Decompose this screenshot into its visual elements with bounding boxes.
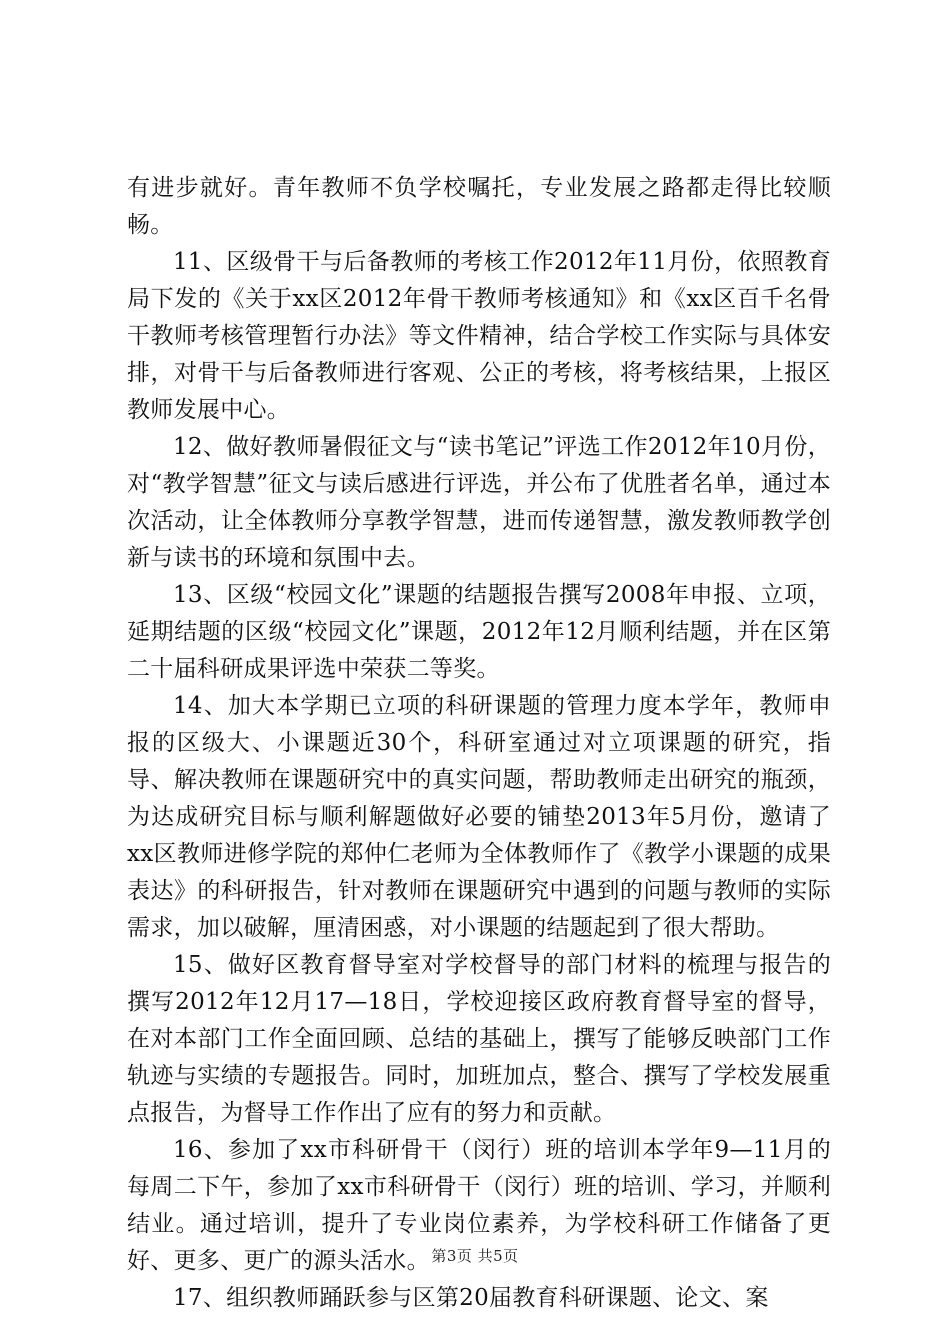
paragraph: 15、做好区教育督导室对学校督导的部门材料的梳理与报告的撰写2012年12月17—18日，学校迎接区政府教育督导室的督导，在对本部门工作全面回顾、总结的基础上，撰写了能够反映部门工作轨迹与实绩的专题报告。同时，加班加点，整合、撰写了学校发展重点报告，为督导工作作出了应有的努力和贡献。: [127, 952, 831, 1126]
document-body: [127, 170, 831, 1317]
paragraph: 17、组织教师踊跃参与区第20届教育科研课题、论文、案: [173, 1285, 769, 1311]
paragraph: 14、加大本学期已立项的科研课题的管理力度本学年，教师申报的区级大、小课题近30个，科研室通过对立项课题的研究，指导、解决教师在课题研究中的真实问题，帮助教师走出研究的瓶颈，为达成研究目标与顺利解题做好必要的铺垫2013年5月份，邀请了xx区教师进修学院的郑仲仁老师为全体教师作了《教学小课题的成果表达》的科研报告，针对教师在课题研究中遇到的问题与教师的实际需求，加以破解，厘清困惑，对小课题的结题起到了很大帮助。: [127, 693, 831, 941]
page-number-footer: 第3页 共5页: [431, 1247, 519, 1265]
paragraph: 12、做好教师暑假征文与“读书笔记”评选工作2012年10月份，对“教学智慧”征文与读后感进行评选，并公布了优胜者名单，通过本次活动，让全体教师分享教学智慧，进而传递智慧，激发教师教学创新与读书的环境和氛围中去。: [127, 434, 831, 571]
paragraph: 有进步就好。青年教师不负学校嘱托，专业发展之路都走得比较顺畅。: [127, 175, 831, 238]
paragraph: 16、参加了xx市科研骨干（闵行）班的培训本学年9—11月的每周二下午，参加了xx市科研骨干（闵行）班的培训、学习，并顺利结业。通过培训，提升了专业岗位素养，为学校科研工作储备了更好、更多、更广的源头活水。: [127, 1137, 831, 1274]
paragraph: 11、区级骨干与后备教师的考核工作2012年11月份，依照教育局下发的《关于xx区2012年骨干教师考核通知》和《xx区百千名骨干教师考核管理暂行办法》等文件精神，结合学校工作实际与具体安排，对骨干与后备教师进行客观、公正的考核，将考核结果，上报区教师发展中心。: [127, 249, 831, 423]
paragraph: 13、区级“校园文化”课题的结题报告撰写2008年申报、立项，延期结题的区级“校园文化”课题，2012年12月顺利结题，并在区第二十届科研成果评选中荣获二等奖。: [127, 582, 831, 682]
